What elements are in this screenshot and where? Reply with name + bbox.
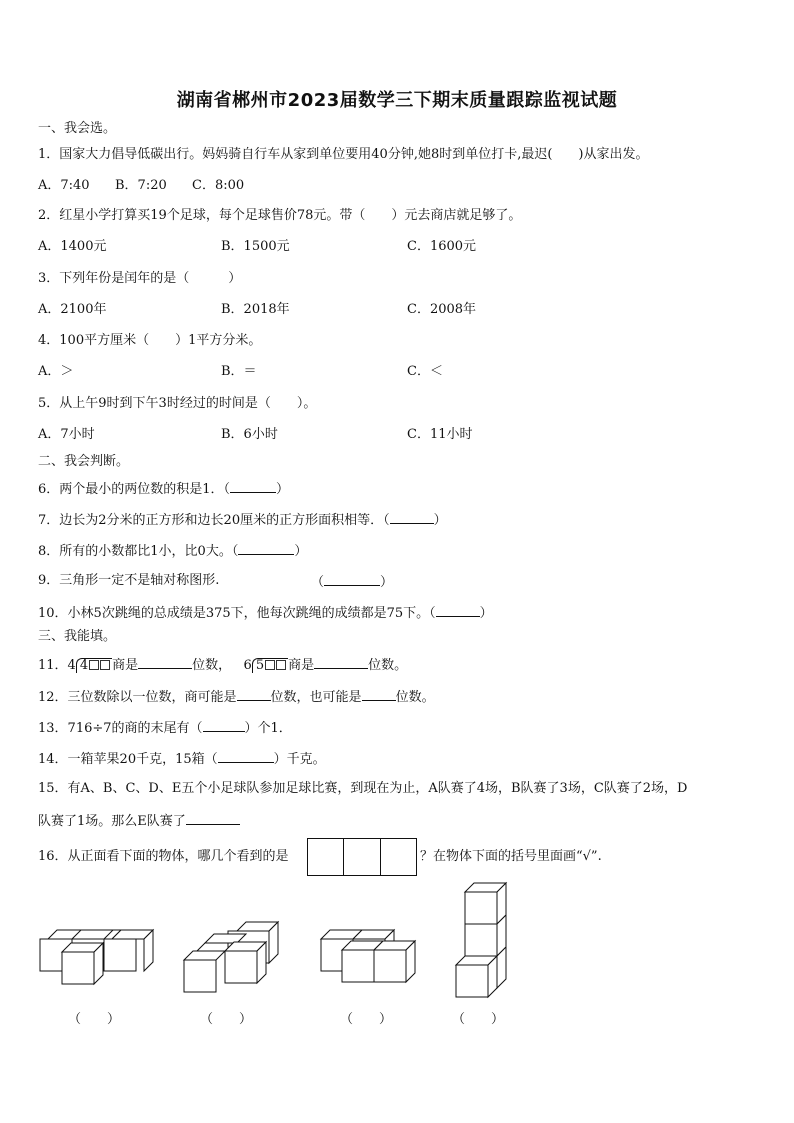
q11-dividend-2-digit: 5 [255,658,265,673]
q7-close: ） [433,513,447,528]
front-view-cell [308,839,344,875]
question-8 [38,541,307,561]
q13-answer-blank[interactable] [203,718,245,732]
question-6 [38,479,289,499]
q8-answer-blank[interactable] [238,541,294,555]
blank-square-icon [100,660,110,670]
question-16-text-end: ？在物体下面的括号里面画“√”. [420,849,602,864]
q2-option-c[interactable]: C．1600元 [407,239,477,254]
q11-answer-blank-2[interactable] [314,655,368,669]
question-4: 4．100平方厘米（ ）1平方分米。 [38,333,262,348]
question-1: 1．国家大力倡导低碳出行。妈妈骑自行车从家到单位要用40分钟,她8时到单位打卡,最迟( )从家出发。 [38,147,649,162]
cube-figure-3 [321,930,415,982]
q11-text-1: 商是 [112,658,139,673]
blank-square-icon [276,660,286,670]
question-13 [38,718,292,738]
q6-text: 6．两个最小的两位数的积是1．（ [38,482,231,497]
q4-option-c[interactable]: C．＜ [407,364,443,379]
q5-option-a[interactable]: A．7小时 [38,427,95,442]
question-2: 2．红星小学打算买19个足球，每个足球售价78元。带（ ）元去商店就足够了。 [38,208,522,223]
q11-long-division-2 [252,658,288,673]
q3-option-b[interactable]: B．2018年 [221,302,290,317]
q13-close: ）个1． [244,721,292,736]
q5-option-b[interactable]: B．6小时 [221,427,278,442]
q15-text: 队赛了1场。那么E队赛了 [38,814,186,829]
q11-text-3: 商是 [288,658,315,673]
q14-text: 14．一箱苹果20千克，15箱（ [38,752,218,767]
q3-option-c[interactable]: C．2008年 [407,302,477,317]
question-7 [38,510,447,530]
section-1-heading: 一、我会选。 [38,121,117,136]
q6-close: ） [276,482,290,497]
question-15-line-1: 15．有A、B、C、D、E五个小足球队参加足球比赛，到现在为止，A队赛了4场，B队赛了3场，C队赛了2场，D [38,781,688,796]
q9-open: （ [311,575,325,590]
q9-answer-blank[interactable] [324,572,380,586]
q7-text: 7．边长为2分米的正方形和边长20厘米的正方形面积相等．（ [38,513,390,528]
question-9-answer [311,572,393,592]
figure-2-answer-paren[interactable]: （ ） [200,1012,253,1027]
q13-text: 13．716÷7的商的末尾有（ [38,721,203,736]
q1-option-c[interactable]: C．8:00 [192,178,245,193]
figure-1-answer-paren[interactable]: （ ） [68,1012,121,1027]
q11-dividend-1-digit: 4 [79,658,89,673]
q11-long-division-1 [76,658,112,673]
q11-text-4: 位数。 [368,658,408,673]
question-15-line-2 [38,811,240,831]
cube-figure-1 [40,930,153,984]
figure-3-answer-paren[interactable]: （ ） [340,1012,393,1027]
blank-square-icon [265,660,275,670]
q12-text-3: 位数。 [395,690,435,705]
q10-close: ） [479,606,493,621]
question-11 [38,655,407,675]
q12-answer-blank-2[interactable] [362,687,396,701]
q6-answer-blank[interactable] [230,479,276,493]
question-14 [38,749,326,769]
section-2-heading: 二、我会判断。 [38,454,130,469]
question-16-text: 16．从正面看下面的物体，哪几个看到的是 [38,849,289,864]
question-10 [38,603,493,623]
figure-4-answer-paren[interactable]: （ ） [452,1012,505,1027]
front-view-diagram [307,838,417,876]
blank-square-icon [89,660,99,670]
q14-close: ）千克。 [273,752,326,767]
question-3: 3．下列年份是闰年的是（ ） [38,271,242,286]
q2-option-a[interactable]: A．1400元 [38,239,107,254]
section-3-heading: 三、我能填。 [38,629,117,644]
q3-option-a[interactable]: A．2100年 [38,302,107,317]
front-view-cell [344,839,380,875]
q11-text-2: 位数， [192,658,232,673]
q8-text: 8．所有的小数都比1小，比0大。（ [38,544,239,559]
q9-close: ） [380,575,394,590]
q2-option-b[interactable]: B．1500元 [221,239,290,254]
q10-text: 10．小林5次跳绳的总成绩是375下，他每次跳绳的成绩都是75下。（ [38,606,436,621]
q11-divisor-1: 4 [67,658,76,673]
question-12 [38,687,435,707]
front-view-cell [381,839,416,875]
q12-text-1: 12．三位数除以一位数，商可能是 [38,690,237,705]
q4-option-b[interactable]: B．＝ [221,364,257,379]
cube-figure-2 [184,922,278,992]
q1-option-a[interactable]: A．7:40 [38,178,90,193]
q14-answer-blank[interactable] [218,749,274,763]
q5-option-c[interactable]: C．11小时 [407,427,473,442]
q15-answer-blank[interactable] [186,811,240,825]
q7-answer-blank[interactable] [390,510,434,524]
q11-prefix: 11． [38,658,68,673]
question-9 [38,572,219,590]
page-title: 湖南省郴州市2023届数学三下期末质量跟踪监视试题 [176,90,618,111]
q12-text-2: 位数，也可能是 [270,690,362,705]
cube-figure-4 [456,883,506,997]
q11-divisor-2: 6 [243,658,252,673]
question-5: 5．从上午9时到下午3时经过的时间是（ ）。 [38,396,317,411]
q8-close: ） [294,544,308,559]
q4-option-a[interactable]: A．＞ [38,364,74,379]
cube-figures [30,880,530,1000]
q1-option-b[interactable]: B．7:20 [115,178,167,193]
q11-answer-blank-1[interactable] [138,655,192,669]
q9-text: 9．三角形一定不是轴对称图形. [38,573,220,588]
q10-answer-blank[interactable] [436,603,480,617]
q12-answer-blank-1[interactable] [237,687,271,701]
